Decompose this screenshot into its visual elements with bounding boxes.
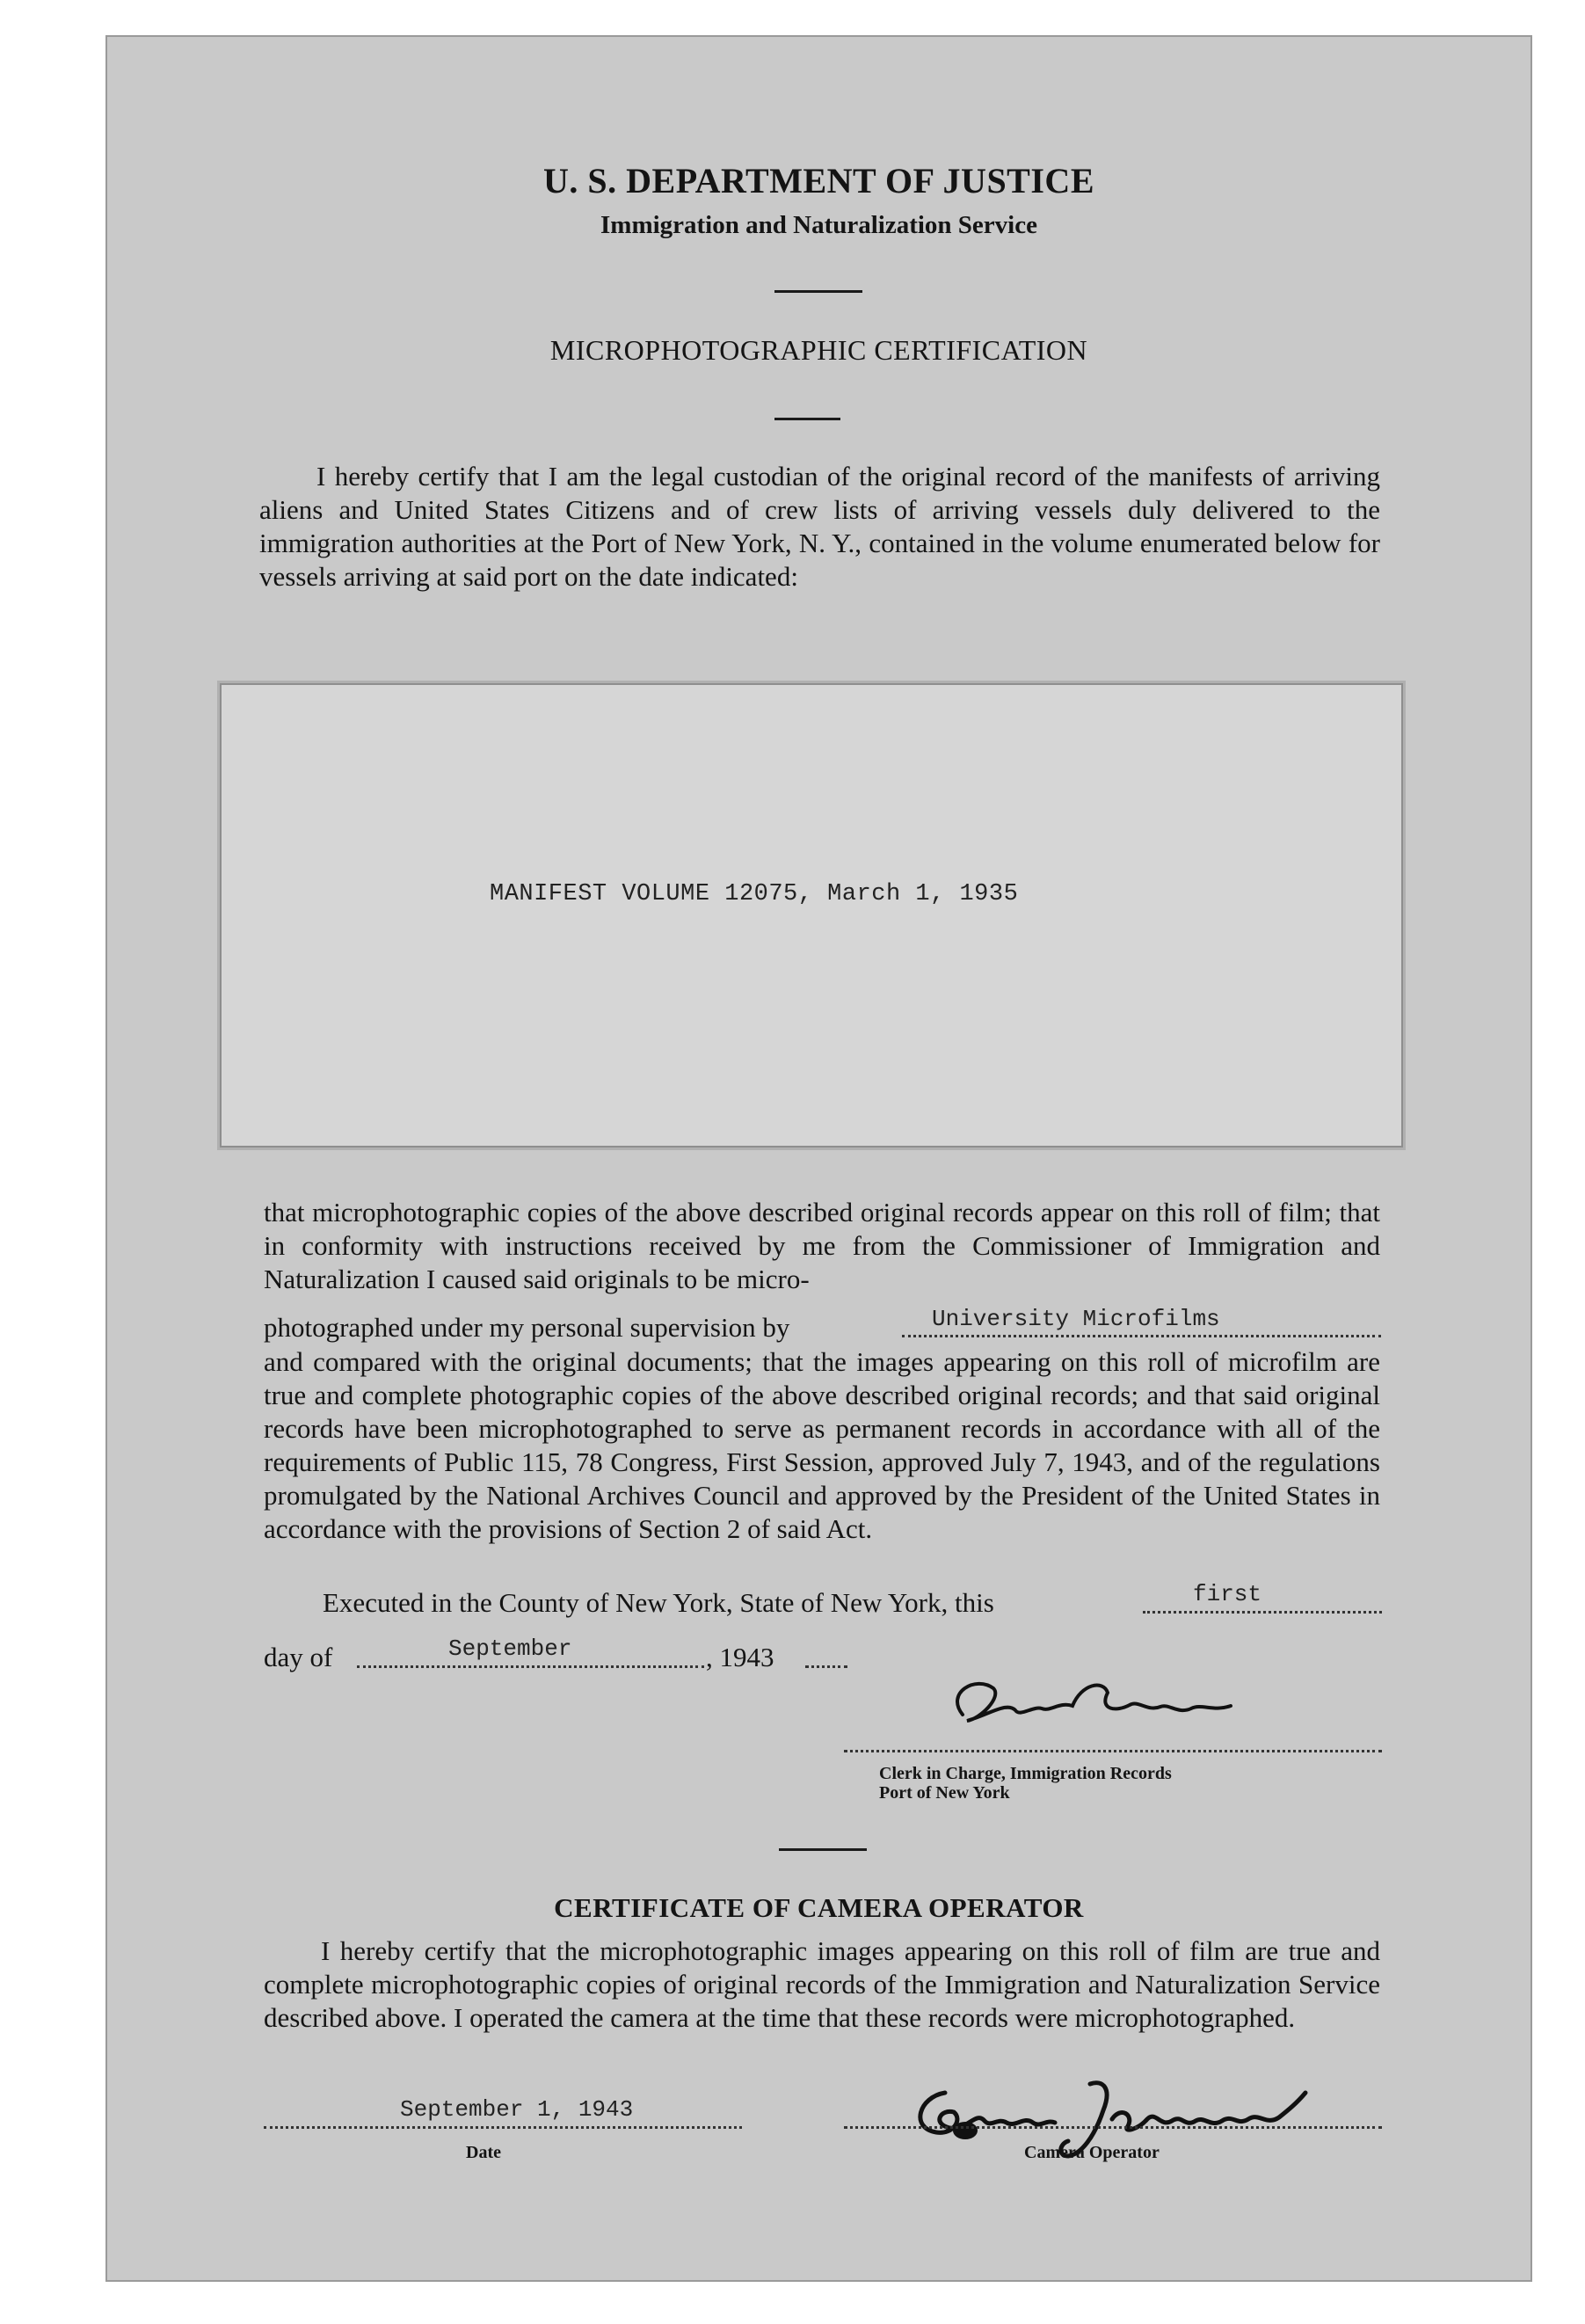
service-subtitle: Immigration and Naturalization Service	[600, 211, 1037, 239]
clerk-title	[879, 1764, 1172, 1803]
camera-operator-heading: CERTIFICATE OF CAMERA OPERATOR	[554, 1892, 1084, 1923]
clerk-title-line1: Clerk in Charge, Immigration Records	[879, 1764, 1172, 1783]
year-trailing-dots	[805, 1665, 847, 1668]
year-text: , 1943	[706, 1642, 774, 1672]
divider-top	[774, 290, 862, 293]
date-label: Date	[466, 2143, 501, 2162]
body-paragraph-1: that microphotographic copies of the above described original records appear on this roll of film; that in conformity with instructions received by me from the Commissioner of Immigration and Naturalization I caused said originals to be micro-	[264, 1197, 1380, 1294]
day-of-label: day of	[264, 1642, 333, 1672]
certification-title: MICROPHOTOGRAPHIC CERTIFICATION	[549, 334, 1088, 366]
photographed-prefix: photographed under my personal supervision by	[264, 1312, 790, 1343]
intro-paragraph: I hereby certify that I am the legal custodian of the original record of the manifests of arriving aliens and United States Citizens and of crew lists of arriving vessels duly delivered to the immigration authorities at the Port of New York, N. Y., contained in the volume enumerated below for vessels arriving at said port on the date indicated:	[259, 461, 1380, 592]
manifest-card	[220, 683, 1403, 1147]
month-value: September	[448, 1636, 572, 1662]
supervisor-line	[902, 1335, 1381, 1337]
manifest-text: MANIFEST VOLUME 12075, March 1, 1935	[490, 881, 1019, 907]
operator-label: Camera Operator	[1024, 2143, 1160, 2162]
camera-operator-paragraph: I hereby certify that the microphotographic images appearing on this roll of film are true and complete microphotographic copies of original records of the Immigration and Naturalization Service described above. I operated the camera at the time that these records were microphotographed.	[264, 1935, 1380, 2033]
day-line	[1143, 1611, 1382, 1614]
supervisor-value: University Microfilms	[932, 1306, 1220, 1332]
divider-2	[774, 418, 840, 420]
day-value: first	[1193, 1581, 1262, 1607]
department-title: U. S. DEPARTMENT OF JUSTICE	[543, 161, 1094, 200]
document-sheet	[105, 35, 1532, 2282]
clerk-signature-line	[844, 1750, 1382, 1752]
clerk-title-line2: Port of New York	[879, 1783, 1010, 1803]
divider-3	[779, 1848, 867, 1851]
clerk-signature	[927, 1666, 1261, 1741]
body-paragraph-2: and compared with the original documents; that the images appearing on this roll of microfilm are true and complete photographic copies of the above described original records; and that said original records have been microphotographed to serve as permanent records in accordance with all of the requirements of Public 115, 78 Congress, First Session, approved July 7, 1943, and of the regulations promulgated by the National Archives Council and approved by the President of the United States in accordance with the provisions of Section 2 of said Act.	[264, 1346, 1380, 1544]
operator-date-value: September 1, 1943	[400, 2096, 634, 2123]
operator-signature-line	[844, 2126, 1382, 2129]
month-line	[357, 1665, 704, 1668]
date-line	[264, 2126, 742, 2129]
executed-prefix: Executed in the County of New York, State of New York, this	[323, 1587, 994, 1618]
